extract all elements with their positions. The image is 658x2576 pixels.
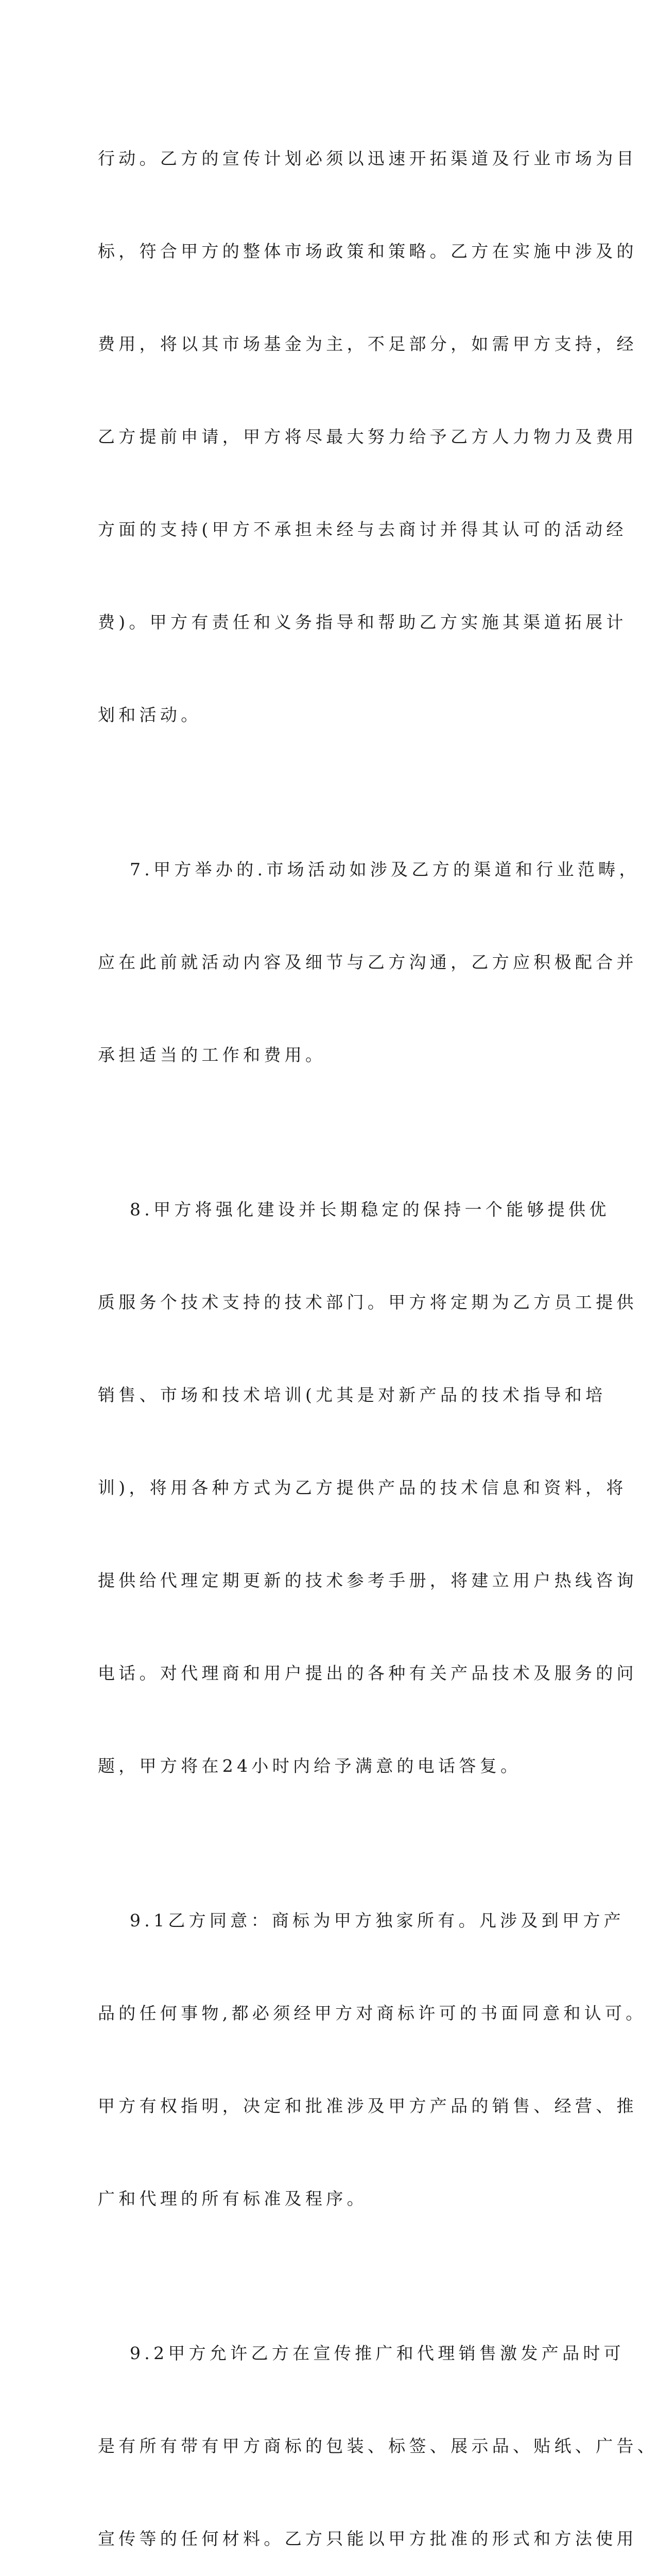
text-line: 划和活动。 — [98, 705, 202, 725]
text-line: 8.甲方将强化建设并长期稳定的保持一个能够提供优 — [130, 1199, 610, 1219]
text-line: 行动。乙方的宣传计划必须以迅速开拓渠道及行业市场为目 — [98, 148, 637, 168]
text-line: 费用，将以其市场基金为主，不足部分，如需甲方支持，经 — [98, 334, 637, 354]
text-line: 承担适当的工作和费用。 — [98, 1045, 326, 1065]
text-line: 电话。对代理商和用户提出的各种有关产品技术及服务的问 — [98, 1663, 637, 1683]
paragraph-clause-8 — [98, 1132, 637, 1843]
paragraph-clause-7 — [98, 792, 640, 1132]
text-line: 质服务个技术支持的技术部门。甲方将定期为乙方员工提供 — [98, 1292, 637, 1312]
paragraph-continuation — [98, 81, 637, 792]
text-line: 提供给代理定期更新的技术参考手册，将建立用户热线咨询 — [98, 1570, 637, 1590]
text-line: 7.甲方举办的.市场活动如涉及乙方的渠道和行业范畴， — [130, 859, 640, 879]
text-line: 广和代理的所有标准及程序。 — [98, 2189, 368, 2209]
text-line: 题，甲方将在24小时内给予满意的电话答复。 — [98, 1756, 522, 1776]
text-line: 宣传等的任何材料。乙方只能以甲方批准的形式和方法使用 — [98, 2529, 637, 2549]
paragraph-clause-9-2 — [98, 2276, 658, 2576]
text-line: 方面的支持(甲方不承担未经与去商讨并得其认可的活动经 — [98, 519, 627, 539]
text-line: 品的任何事物,都必须经甲方对商标许可的书面同意和认可。 — [98, 2003, 647, 2023]
text-line: 9.2甲方允许乙方在宣传推广和代理销售激发产品时可 — [130, 2343, 625, 2363]
document-body — [98, 81, 658, 2576]
text-line: 销售、市场和技术培训(尤其是对新产品的技术指导和培 — [98, 1385, 607, 1405]
text-line: 费)。甲方有责任和义务指导和帮助乙方实施其渠道拓展计 — [98, 612, 627, 632]
paragraph-clause-9-1 — [98, 1843, 647, 2276]
text-line: 是有所有带有甲方商标的包装、标签、展示品、贴纸、广告、 — [98, 2436, 658, 2456]
text-line: 训)，将用各种方式为乙方提供产品的技术信息和资料，将 — [98, 1478, 627, 1498]
text-line: 9.1乙方同意：商标为甲方独家所有。凡涉及到甲方产 — [130, 1910, 625, 1930]
text-line: 标，符合甲方的整体市场政策和策略。乙方在实施中涉及的 — [98, 241, 637, 261]
text-line: 应在此前就活动内容及细节与乙方沟通，乙方应积极配合并 — [98, 952, 637, 972]
text-line: 甲方有权指明，决定和批准涉及甲方产品的销售、经营、推 — [98, 2096, 637, 2116]
text-line: 乙方提前申请，甲方将尽最大努力给予乙方人力物力及费用 — [98, 427, 637, 447]
